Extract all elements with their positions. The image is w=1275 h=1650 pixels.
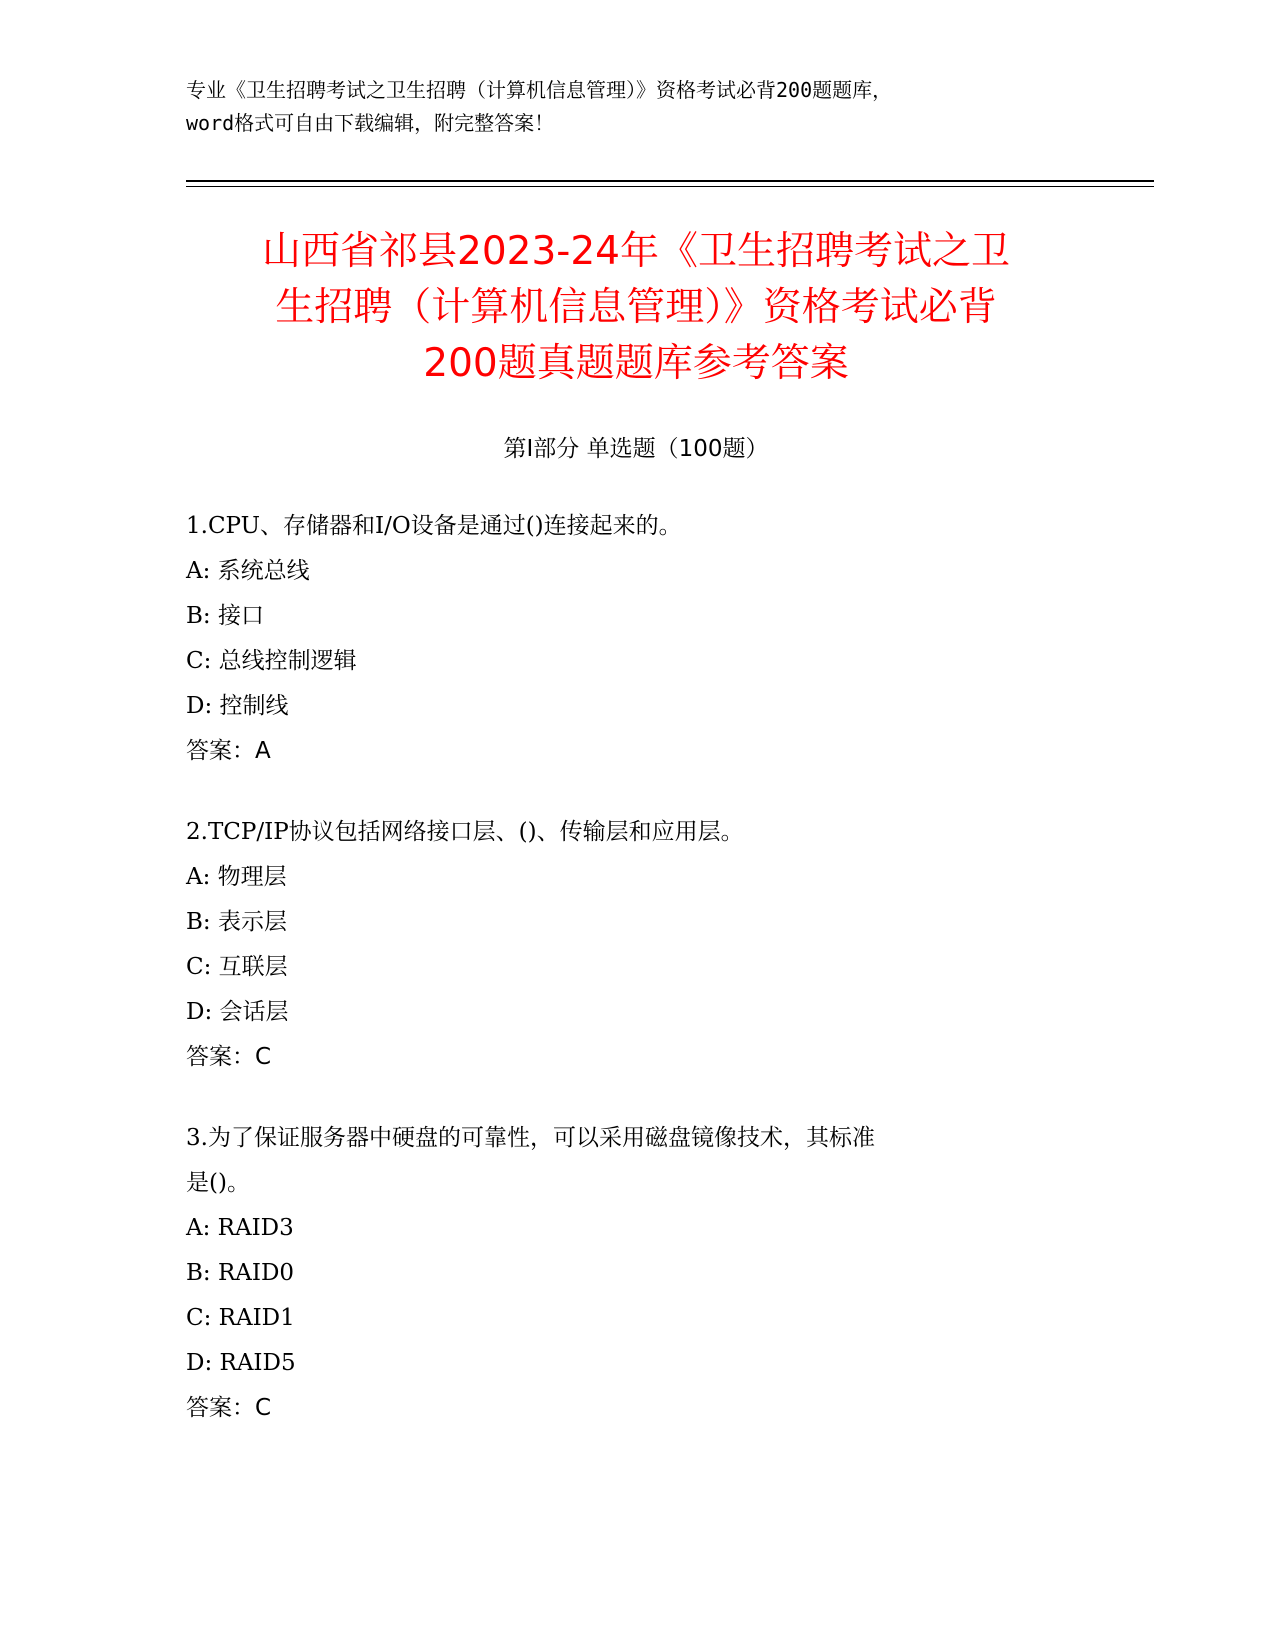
answer: 答案：C xyxy=(186,1044,272,1070)
option-b: B: 接口 xyxy=(186,603,264,629)
question-text-line-1: 3.为了保证服务器中硬盘的可靠性，可以采用磁盘镜像技术，其标准 xyxy=(186,1125,875,1151)
question-text: 2.TCP/IP协议包括网络接口层、()、传输层和应用层。 xyxy=(186,819,744,845)
header-note xyxy=(186,74,1086,140)
option-b: B: RAID0 xyxy=(186,1260,295,1286)
option-d: D: 控制线 xyxy=(186,693,289,719)
option-a: A: 物理层 xyxy=(186,864,287,890)
section-heading: 第Ⅰ部分 单选题（100题） xyxy=(503,436,769,462)
question-3 xyxy=(186,1116,1086,1431)
question-text-line-2: 是()。 xyxy=(186,1170,250,1196)
option-a: A: 系统总线 xyxy=(186,558,310,584)
document-title-line-3: 200题真题题库参考答案 xyxy=(423,341,849,386)
header-divider-thick xyxy=(186,180,1154,182)
document-title-line-1: 山西省祁县2023-24年《卫生招聘考试之卫 xyxy=(262,229,1010,274)
option-c: C: 总线控制逻辑 xyxy=(186,648,357,674)
header-divider-thin xyxy=(186,186,1154,187)
answer: 答案：A xyxy=(186,738,271,764)
answer: 答案：C xyxy=(186,1395,272,1421)
option-b: B: 表示层 xyxy=(186,909,287,935)
option-d: D: 会话层 xyxy=(186,999,289,1025)
option-a: A: RAID3 xyxy=(186,1215,294,1241)
header-note-line-2: word格式可自由下载编辑，附完整答案！ xyxy=(186,111,555,135)
question-text: 1.CPU、存储器和I/O设备是通过()连接起来的。 xyxy=(186,513,682,539)
option-d: D: RAID5 xyxy=(186,1350,296,1376)
option-c: C: 互联层 xyxy=(186,954,288,980)
option-c: C: RAID1 xyxy=(186,1305,295,1331)
document-title-line-2: 生招聘（计算机信息管理）》资格考试必背 xyxy=(275,285,997,330)
document-title xyxy=(186,224,1086,392)
question-1 xyxy=(186,504,1086,774)
header-note-line-1: 专业《卫生招聘考试之卫生招聘（计算机信息管理）》资格考试必背200题题库， xyxy=(186,78,893,102)
question-2 xyxy=(186,810,1086,1080)
